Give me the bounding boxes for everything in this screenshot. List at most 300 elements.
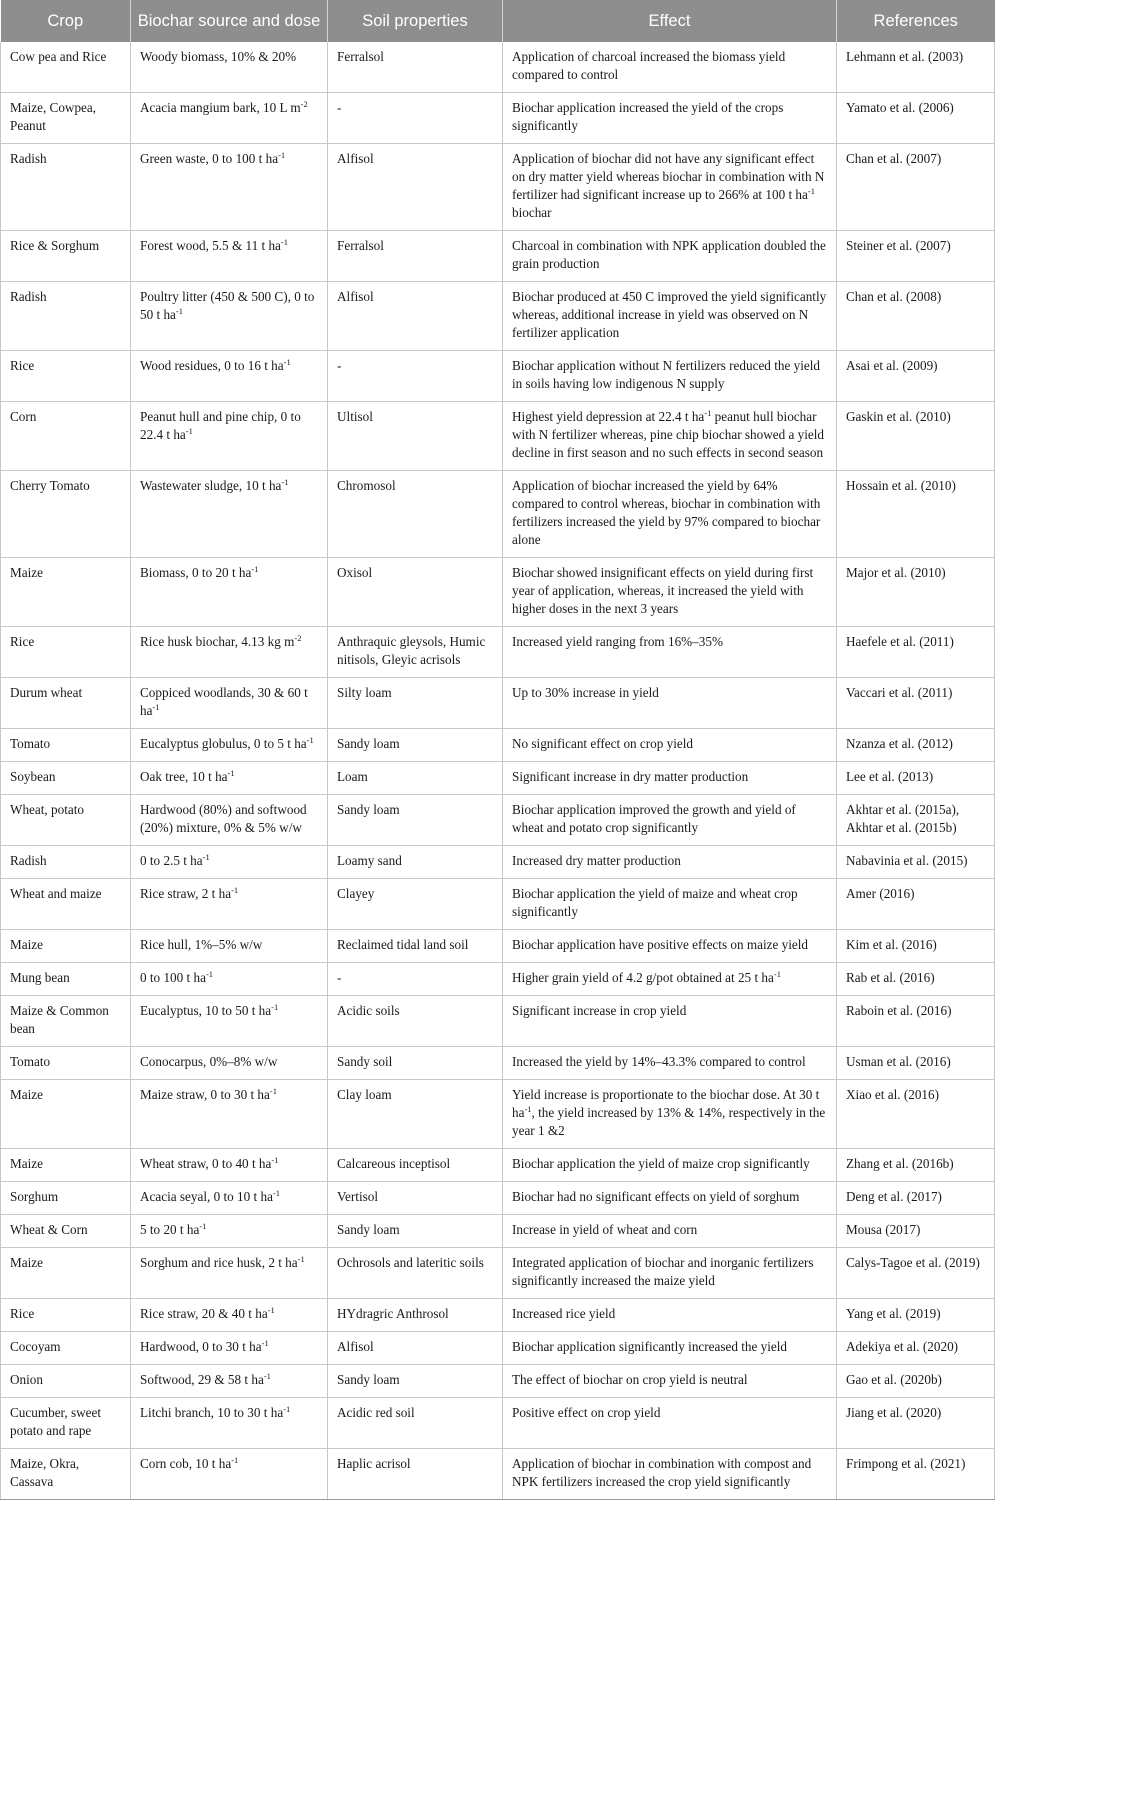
cell-soil-properties	[328, 93, 503, 144]
cell-effect	[503, 1449, 837, 1500]
cell-effect	[503, 1398, 837, 1449]
cell-effect	[503, 282, 837, 351]
cell-reference	[837, 558, 995, 627]
cell-biochar-source-dose-text: Poultry litter (450 & 500 C), 0 to 50 t ha	[140, 289, 315, 322]
cell-soil-properties-text: Sandy soil	[337, 1054, 393, 1069]
cell-soil-properties-text: Acidic soils	[337, 1003, 400, 1018]
cell-effect	[503, 93, 837, 144]
cell-reference	[837, 402, 995, 471]
cell-crop	[1, 93, 131, 144]
cell-effect-text: Application of biochar did not have any significant effect on dry matter yield whereas biochar in combination with N fertilizer had significant increase up to 266% at 100 t ha	[512, 151, 825, 202]
cell-reference	[837, 930, 995, 963]
cell-crop-text: Cocoyam	[10, 1339, 61, 1354]
cell-reference-text: Mousa (2017)	[846, 1222, 921, 1237]
cell-biochar-source-dose-superscript: -1	[271, 1002, 279, 1012]
cell-reference-text: Chan et al. (2008)	[846, 289, 942, 304]
cell-reference	[837, 963, 995, 996]
header-soil-properties: Soil properties	[328, 0, 503, 42]
cell-crop	[1, 231, 131, 282]
header-effect: Effect	[503, 0, 837, 42]
cell-biochar-source-dose	[131, 1215, 328, 1248]
cell-effect-superscript: -1	[704, 408, 712, 418]
cell-biochar-source-dose-superscript: -1	[281, 477, 289, 487]
cell-crop	[1, 879, 131, 930]
cell-soil-properties	[328, 1080, 503, 1149]
cell-reference-text: Lee et al. (2013)	[846, 769, 934, 784]
cell-crop	[1, 846, 131, 879]
cell-crop	[1, 1449, 131, 1500]
cell-reference	[837, 996, 995, 1047]
cell-effect-text: Highest yield depression at 22.4 t ha	[512, 409, 705, 424]
cell-crop-text: Tomato	[10, 736, 51, 751]
cell-biochar-source-dose-text: Peanut hull and pine chip, 0 to 22.4 t ha	[140, 409, 301, 442]
cell-soil-properties	[328, 795, 503, 846]
cell-soil-properties	[328, 471, 503, 558]
cell-soil-properties	[328, 1449, 503, 1500]
cell-effect-text: Increased dry matter production	[512, 853, 681, 868]
cell-biochar-source-dose-superscript: -1	[261, 1338, 269, 1348]
cell-reference	[837, 1365, 995, 1398]
cell-soil-properties-text: Vertisol	[337, 1189, 379, 1204]
cell-biochar-source-dose-text: Wastewater sludge, 10 t ha	[140, 478, 282, 493]
table-row	[1, 627, 995, 678]
cell-soil-properties	[328, 1332, 503, 1365]
table-row	[1, 1215, 995, 1248]
cell-biochar-source-dose	[131, 1365, 328, 1398]
cell-crop	[1, 930, 131, 963]
cell-biochar-source-dose	[131, 879, 328, 930]
cell-reference	[837, 678, 995, 729]
cell-reference	[837, 1149, 995, 1182]
cell-biochar-source-dose-text: Rice husk biochar, 4.13 kg m	[140, 634, 295, 649]
cell-effect-text: Significant increase in crop yield	[512, 1003, 687, 1018]
cell-reference	[837, 471, 995, 558]
table-row	[1, 879, 995, 930]
cell-reference-text: Yamato et al. (2006)	[846, 100, 954, 115]
table-header	[1, 0, 995, 42]
cell-crop-text: Maize	[10, 1156, 43, 1171]
table-row	[1, 1299, 995, 1332]
cell-reference-text: Usman et al. (2016)	[846, 1054, 951, 1069]
cell-biochar-source-dose	[131, 1248, 328, 1299]
cell-effect	[503, 1248, 837, 1299]
cell-effect-text: No significant effect on crop yield	[512, 736, 694, 751]
cell-biochar-source-dose	[131, 42, 328, 93]
cell-effect-superscript: -1	[773, 969, 781, 979]
cell-effect-text: Biochar application the yield of maize and wheat crop significantly	[512, 886, 798, 919]
cell-crop-text: Corn	[10, 409, 37, 424]
cell-reference	[837, 846, 995, 879]
cell-reference	[837, 1449, 995, 1500]
cell-crop	[1, 1299, 131, 1332]
cell-effect	[503, 351, 837, 402]
cell-effect	[503, 762, 837, 795]
cell-crop	[1, 627, 131, 678]
cell-reference	[837, 1332, 995, 1365]
cell-reference-text: Rab et al. (2016)	[846, 970, 935, 985]
cell-biochar-source-dose-superscript: -1	[269, 1086, 277, 1096]
cell-crop-text: Mung bean	[10, 970, 70, 985]
cell-crop	[1, 1047, 131, 1080]
cell-crop	[1, 1149, 131, 1182]
table-row	[1, 963, 995, 996]
cell-reference-text: Amer (2016)	[846, 886, 915, 901]
cell-reference	[837, 729, 995, 762]
table-row	[1, 1149, 995, 1182]
cell-crop-text: Wheat, potato	[10, 802, 84, 817]
cell-crop-text: Maize	[10, 1087, 43, 1102]
cell-biochar-source-dose-superscript: -1	[231, 1455, 239, 1465]
cell-effect-superscript: -1	[807, 186, 815, 196]
cell-effect-text: Yield increase is proportionate to the biochar dose. At 30 t ha	[512, 1087, 820, 1120]
cell-biochar-source-dose-text: Softwood, 29 & 58 t ha	[140, 1372, 264, 1387]
cell-biochar-source-dose	[131, 963, 328, 996]
cell-biochar-source-dose-text: 0 to 2.5 t ha	[140, 853, 203, 868]
cell-reference-text: Adekiya et al. (2020)	[846, 1339, 959, 1354]
table-row	[1, 231, 995, 282]
cell-biochar-source-dose-text: Acacia mangium bark, 10 L m	[140, 100, 301, 115]
cell-soil-properties	[328, 996, 503, 1047]
cell-effect	[503, 729, 837, 762]
cell-effect	[503, 558, 837, 627]
cell-effect-text-continued: , the yield increased by 13% & 14%, respectively in the year 1 &2	[512, 1105, 826, 1138]
cell-effect-text: Biochar application improved the growth and yield of wheat and potato crop significantly	[512, 802, 796, 835]
cell-crop-text: Cucumber, sweet potato and rape	[10, 1405, 102, 1438]
cell-crop	[1, 1080, 131, 1149]
cell-biochar-source-dose-text: 5 to 20 t ha	[140, 1222, 200, 1237]
cell-biochar-source-dose	[131, 1149, 328, 1182]
cell-biochar-source-dose-text: Rice straw, 20 & 40 t ha	[140, 1306, 268, 1321]
cell-effect-text: Application of charcoal increased the biomass yield compared to control	[512, 49, 786, 82]
cell-effect-text: Increase in yield of wheat and corn	[512, 1222, 698, 1237]
cell-effect-text: Increased rice yield	[512, 1306, 616, 1321]
cell-biochar-source-dose-text: Maize straw, 0 to 30 t ha	[140, 1087, 270, 1102]
table-row	[1, 762, 995, 795]
cell-soil-properties	[328, 1365, 503, 1398]
cell-soil-properties-text: Alfisol	[337, 1339, 374, 1354]
cell-reference	[837, 1080, 995, 1149]
cell-crop	[1, 144, 131, 231]
cell-effect-text: Charcoal in combination with NPK application doubled the grain production	[512, 238, 826, 271]
cell-reference	[837, 627, 995, 678]
cell-soil-properties-text: Sandy loam	[337, 1372, 400, 1387]
cell-effect-text-continued: peanut hull biochar with N fertilizer whereas, pine chip biochar showed a yield decline in first season and no such effects in second season	[512, 409, 824, 460]
table-row	[1, 729, 995, 762]
cell-soil-properties-text: Ferralsol	[337, 49, 384, 64]
cell-crop-text: Maize & Common bean	[10, 1003, 109, 1036]
cell-biochar-source-dose	[131, 1449, 328, 1500]
cell-effect-text: Increased yield ranging from 16%–35%	[512, 634, 723, 649]
cell-soil-properties	[328, 846, 503, 879]
cell-soil-properties-text: Ochrosols and lateritic soils	[337, 1255, 484, 1270]
cell-biochar-source-dose-text: Biomass, 0 to 20 t ha	[140, 565, 252, 580]
cell-effect-text-continued: biochar	[512, 205, 552, 220]
cell-soil-properties	[328, 1299, 503, 1332]
cell-reference	[837, 879, 995, 930]
cell-biochar-source-dose	[131, 282, 328, 351]
cell-reference-text: Deng et al. (2017)	[846, 1189, 942, 1204]
cell-reference-text: Zhang et al. (2016b)	[846, 1156, 954, 1171]
cell-soil-properties	[328, 627, 503, 678]
cell-crop	[1, 402, 131, 471]
cell-crop	[1, 963, 131, 996]
cell-effect	[503, 1299, 837, 1332]
cell-reference	[837, 42, 995, 93]
cell-crop-text: Wheat & Corn	[10, 1222, 88, 1237]
cell-soil-properties-text: Ferralsol	[337, 238, 384, 253]
cell-reference-text: Gao et al. (2020b)	[846, 1372, 942, 1387]
cell-soil-properties-text: -	[337, 970, 342, 985]
cell-biochar-source-dose	[131, 1398, 328, 1449]
cell-crop-text: Radish	[10, 853, 47, 868]
cell-biochar-source-dose-text: Eucalyptus globulus, 0 to 5 t ha	[140, 736, 307, 751]
cell-reference-text: Xiao et al. (2016)	[846, 1087, 940, 1102]
cell-soil-properties	[328, 351, 503, 402]
table-row	[1, 93, 995, 144]
cell-reference	[837, 1398, 995, 1449]
cell-crop-text: Cherry Tomato	[10, 478, 90, 493]
cell-soil-properties-text: Anthraquic gleysols, Humic nitisols, Gleyic acrisols	[337, 634, 486, 667]
cell-soil-properties	[328, 879, 503, 930]
cell-biochar-source-dose-superscript: -2	[294, 633, 302, 643]
header-row	[1, 0, 995, 42]
table-row	[1, 1248, 995, 1299]
cell-soil-properties	[328, 678, 503, 729]
cell-crop-text: Rice	[10, 1306, 35, 1321]
cell-biochar-source-dose-superscript: -1	[205, 969, 214, 979]
cell-biochar-source-dose-text: Green waste, 0 to 100 t ha	[140, 151, 279, 166]
cell-reference-text: Haefele et al. (2011)	[846, 634, 954, 649]
cell-biochar-source-dose-superscript: -2	[300, 99, 308, 109]
cell-reference-text: Steiner et al. (2007)	[846, 238, 951, 253]
cell-biochar-source-dose-text: Rice hull, 1%–5% w/w	[140, 937, 263, 952]
cell-crop-text: Radish	[10, 289, 47, 304]
cell-effect-text: Biochar application without N fertilizers reduced the yield in soils having low indigenous N supply	[512, 358, 820, 391]
cell-effect	[503, 1365, 837, 1398]
cell-effect-text: Biochar application the yield of maize crop significantly	[512, 1156, 810, 1171]
cell-biochar-source-dose-superscript: -1	[199, 1221, 207, 1231]
cell-crop-text: Radish	[10, 151, 47, 166]
cell-crop	[1, 996, 131, 1047]
table-row	[1, 846, 995, 879]
table-row	[1, 282, 995, 351]
cell-effect	[503, 231, 837, 282]
cell-crop	[1, 1365, 131, 1398]
cell-biochar-source-dose	[131, 795, 328, 846]
cell-soil-properties-text: -	[337, 358, 342, 373]
cell-effect	[503, 1149, 837, 1182]
table-row	[1, 795, 995, 846]
cell-effect	[503, 144, 837, 231]
cell-soil-properties-text: Reclaimed tidal land soil	[337, 937, 469, 952]
cell-reference-text: Vaccari et al. (2011)	[846, 685, 953, 700]
cell-effect	[503, 795, 837, 846]
cell-crop	[1, 1332, 131, 1365]
cell-biochar-source-dose	[131, 351, 328, 402]
cell-biochar-source-dose-superscript: -1	[263, 1371, 271, 1381]
cell-effect-text: Up to 30% increase in yield	[512, 685, 659, 700]
cell-biochar-source-dose-superscript: -1	[267, 1305, 275, 1315]
cell-biochar-source-dose-text: Sorghum and rice husk, 2 t ha	[140, 1255, 298, 1270]
cell-effect-text: Higher grain yield of 4.2 g/pot obtained at 25 t ha	[512, 970, 774, 985]
cell-reference-text: Gaskin et al. (2010)	[846, 409, 951, 424]
cell-reference	[837, 1047, 995, 1080]
cell-soil-properties-text: Oxisol	[337, 565, 373, 580]
table-row	[1, 471, 995, 558]
table-row	[1, 42, 995, 93]
cell-biochar-source-dose	[131, 762, 328, 795]
header-crop: Crop	[1, 0, 131, 42]
cell-effect	[503, 1182, 837, 1215]
cell-effect-text: The effect of biochar on crop yield is neutral	[512, 1372, 748, 1387]
cell-crop	[1, 1182, 131, 1215]
cell-effect-text: Biochar had no significant effects on yield of sorghum	[512, 1189, 800, 1204]
cell-reference-text: Frimpong et al. (2021)	[846, 1456, 966, 1471]
cell-effect-text: Increased the yield by 14%–43.3% compared to control	[512, 1054, 806, 1069]
table-row	[1, 1047, 995, 1080]
cell-biochar-source-dose	[131, 930, 328, 963]
table-row	[1, 144, 995, 231]
table-row	[1, 1080, 995, 1149]
cell-reference-text: Nzanza et al. (2012)	[846, 736, 953, 751]
cell-soil-properties	[328, 144, 503, 231]
cell-soil-properties-text: Alfisol	[337, 289, 374, 304]
cell-crop-text: Durum wheat	[10, 685, 83, 700]
cell-biochar-source-dose-superscript: -1	[185, 426, 193, 436]
cell-soil-properties-text: Calcareous inceptisol	[337, 1156, 451, 1171]
cell-soil-properties-text: Ultisol	[337, 409, 373, 424]
cell-biochar-source-dose-superscript: -1	[306, 735, 314, 745]
cell-soil-properties	[328, 1047, 503, 1080]
cell-biochar-source-dose	[131, 1299, 328, 1332]
cell-crop-text: Onion	[10, 1372, 43, 1387]
cell-reference-text: Chan et al. (2007)	[846, 151, 942, 166]
cell-reference	[837, 795, 995, 846]
cell-effect	[503, 42, 837, 93]
cell-biochar-source-dose-superscript: -1	[251, 564, 259, 574]
cell-soil-properties	[328, 1182, 503, 1215]
cell-effect-text: Application of biochar in combination with compost and NPK fertilizers increased the crop yield significantly	[512, 1456, 812, 1489]
cell-soil-properties-text: -	[337, 100, 342, 115]
cell-soil-properties-text: Sandy loam	[337, 802, 400, 817]
cell-biochar-source-dose-superscript: -1	[283, 357, 291, 367]
cell-effect	[503, 1047, 837, 1080]
cell-effect-text: Positive effect on crop yield	[512, 1405, 661, 1420]
cell-biochar-source-dose-text: Litchi branch, 10 to 30 t ha	[140, 1405, 284, 1420]
table-row	[1, 1449, 995, 1500]
cell-biochar-source-dose-text: Oak tree, 10 t ha	[140, 769, 228, 784]
cell-reference-text: Raboin et al. (2016)	[846, 1003, 952, 1018]
cell-crop-text: Maize	[10, 1255, 43, 1270]
table-row	[1, 930, 995, 963]
cell-crop	[1, 729, 131, 762]
cell-biochar-source-dose-superscript: -1	[278, 150, 286, 160]
cell-biochar-source-dose-text: Corn cob, 10 t ha	[140, 1456, 232, 1471]
cell-soil-properties	[328, 231, 503, 282]
cell-biochar-source-dose-superscript: -1	[152, 702, 160, 712]
cell-biochar-source-dose-text: Woody biomass, 10% & 20%	[140, 49, 297, 64]
cell-biochar-source-dose-superscript: -1	[231, 885, 239, 895]
cell-biochar-source-dose-superscript: -1	[175, 306, 183, 316]
cell-crop	[1, 471, 131, 558]
cell-effect	[503, 963, 837, 996]
cell-biochar-source-dose-text: Wheat straw, 0 to 40 t ha	[140, 1156, 272, 1171]
cell-biochar-source-dose-text: Hardwood, 0 to 30 t ha	[140, 1339, 262, 1354]
cell-biochar-source-dose	[131, 846, 328, 879]
cell-crop-text: Sorghum	[10, 1189, 59, 1204]
table-row	[1, 351, 995, 402]
cell-biochar-source-dose-text: Coppiced woodlands, 30 & 60 t ha	[140, 685, 308, 718]
cell-soil-properties	[328, 1398, 503, 1449]
cell-biochar-source-dose-text: Acacia seyal, 0 to 10 t ha	[140, 1189, 273, 1204]
cell-biochar-source-dose-text: Rice straw, 2 t ha	[140, 886, 232, 901]
cell-reference	[837, 762, 995, 795]
cell-reference	[837, 231, 995, 282]
cell-crop-text: Maize, Okra, Cassava	[10, 1456, 80, 1489]
cell-soil-properties-text: Haplic acrisol	[337, 1456, 411, 1471]
cell-biochar-source-dose-superscript: -1	[271, 1155, 279, 1165]
cell-crop	[1, 1398, 131, 1449]
cell-effect	[503, 996, 837, 1047]
cell-biochar-source-dose	[131, 1047, 328, 1080]
cell-soil-properties-text: Acidic red soil	[337, 1405, 415, 1420]
cell-soil-properties	[328, 963, 503, 996]
cell-biochar-source-dose	[131, 1182, 328, 1215]
cell-crop	[1, 351, 131, 402]
cell-reference-text: Yang et al. (2019)	[846, 1306, 941, 1321]
cell-crop-text: Rice	[10, 634, 35, 649]
cell-effect	[503, 627, 837, 678]
cell-soil-properties-text: Sandy loam	[337, 1222, 400, 1237]
cell-soil-properties	[328, 930, 503, 963]
cell-soil-properties-text: Alfisol	[337, 151, 374, 166]
cell-soil-properties-text: Chromosol	[337, 478, 396, 493]
table-row	[1, 1332, 995, 1365]
table-row	[1, 558, 995, 627]
cell-reference	[837, 93, 995, 144]
cell-crop	[1, 795, 131, 846]
cell-biochar-source-dose-superscript: -1	[283, 1404, 291, 1414]
cell-biochar-source-dose	[131, 729, 328, 762]
cell-crop-text: Maize	[10, 937, 43, 952]
cell-effect	[503, 1080, 837, 1149]
cell-effect-text: Biochar application significantly increased the yield	[512, 1339, 788, 1354]
cell-reference	[837, 351, 995, 402]
cell-reference-text: Hossain et al. (2010)	[846, 478, 956, 493]
cell-soil-properties	[328, 1215, 503, 1248]
header-references: References	[837, 0, 995, 42]
cell-biochar-source-dose	[131, 402, 328, 471]
cell-biochar-source-dose	[131, 471, 328, 558]
cell-crop	[1, 762, 131, 795]
cell-soil-properties	[328, 762, 503, 795]
cell-soil-properties	[328, 1149, 503, 1182]
cell-effect-text: Application of biochar increased the yield by 64% compared to control whereas, biochar in combination with fertilizers increased the yield by 97% compared to biochar alone	[512, 478, 821, 547]
cell-soil-properties	[328, 558, 503, 627]
cell-crop-text: Wheat and maize	[10, 886, 102, 901]
cell-biochar-source-dose-superscript: -1	[202, 852, 210, 862]
cell-reference-text: Asai et al. (2009)	[846, 358, 938, 373]
cell-reference	[837, 1215, 995, 1248]
cell-effect-superscript: -1	[524, 1104, 532, 1114]
cell-crop	[1, 558, 131, 627]
cell-crop-text: Maize	[10, 565, 43, 580]
cell-biochar-source-dose	[131, 678, 328, 729]
cell-crop	[1, 282, 131, 351]
cell-reference	[837, 1182, 995, 1215]
cell-biochar-source-dose-superscript: -1	[227, 768, 235, 778]
cell-biochar-source-dose	[131, 1080, 328, 1149]
